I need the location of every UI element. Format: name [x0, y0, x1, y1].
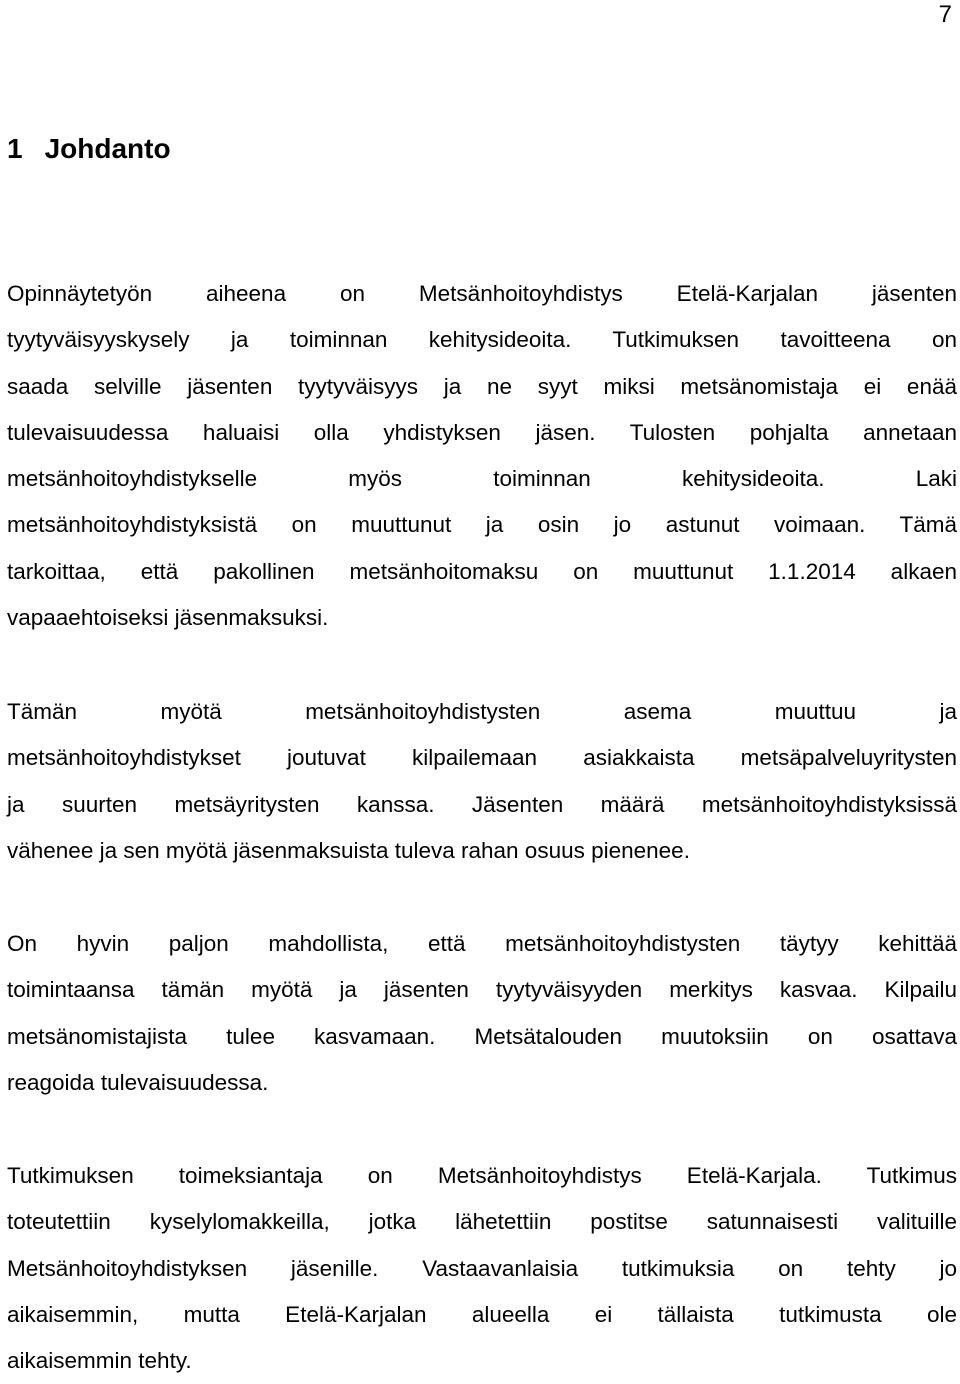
text-line: metsänhoitoyhdistykset joutuvat kilpailemaan asiakkaista metsäpalveluyritysten — [7, 745, 957, 771]
paragraph-development — [7, 921, 957, 1106]
paragraph-commission — [7, 1153, 957, 1384]
text-line: saada selville jäsenten tyytyväisyys ja ne syyt miksi metsänomistaja ei enää — [7, 373, 957, 399]
text-line: toimintaansa tämän myötä ja jäsenten tyytyväisyyden merkitys kasvaa. Kilpailu — [7, 977, 957, 1003]
text-line: Tutkimuksen toimeksiantaja on Metsänhoitoyhdistys Etelä-Karjala. Tutkimus — [7, 1163, 957, 1188]
text-line: tyytyväisyyskysely ja toiminnan kehitysideoita. Tutkimuksen tavoitteena on — [7, 327, 957, 353]
chapter-heading — [7, 131, 171, 167]
text-line: reagoida tulevaisuudessa. — [7, 1069, 269, 1095]
text-line: aikaisemmin tehty. — [7, 1348, 192, 1374]
text-line: vapaaehtoiseksi jäsenmaksuksi. — [7, 605, 329, 631]
chapter-title: Johdanto — [44, 133, 171, 164]
chapter-number: 1 — [7, 133, 23, 164]
text-line: On hyvin paljon mahdollista, että metsänhoitoyhdistysten täytyy kehittää — [7, 931, 957, 956]
text-line: Metsänhoitoyhdistyksen jäsenille. Vastaavanlaisia tutkimuksia on tehty jo — [7, 1255, 957, 1281]
text-line: ja suurten metsäyritysten kanssa. Jäsenten määrä metsänhoitoyhdistyksissä — [7, 791, 957, 817]
text-line: metsänhoitoyhdistyksistä on muuttunut ja osin jo astunut voimaan. Tämä — [7, 512, 957, 538]
text-line: toteutettiin kyselylomakkeilla, jotka lähetettiin postitse satunnaisesti valituille — [7, 1209, 957, 1235]
text-line: Opinnäytetyön aiheena on Metsänhoitoyhdistys Etelä-Karjalan jäsenten — [7, 281, 957, 306]
text-line: metsänomistajista tulee kasvamaan. Metsätalouden muutoksiin on osattava — [7, 1023, 957, 1049]
page-number: 7 — [938, 1, 952, 28]
text-line: vähenee ja sen myötä jäsenmaksuista tuleva rahan osuus pienenee. — [7, 837, 690, 863]
text-line: tarkoittaa, että pakollinen metsänhoitomaksu on muuttunut 1.1.2014 alkaen — [7, 558, 957, 584]
text-line: Tämän myötä metsänhoitoyhdistysten asema muuttuu ja — [7, 699, 957, 724]
text-line: tulevaisuudessa haluaisi olla yhdistyksen jäsen. Tulosten pohjalta annetaan — [7, 419, 957, 445]
text-line: metsänhoitoyhdistykselle myös toiminnan kehitysideoita. Laki — [7, 466, 957, 492]
text-line: aikaisemmin, mutta Etelä-Karjalan alueella ei tällaista tutkimusta ole — [7, 1301, 957, 1327]
paragraph-changes — [7, 689, 957, 874]
paragraph-intro — [7, 271, 957, 641]
